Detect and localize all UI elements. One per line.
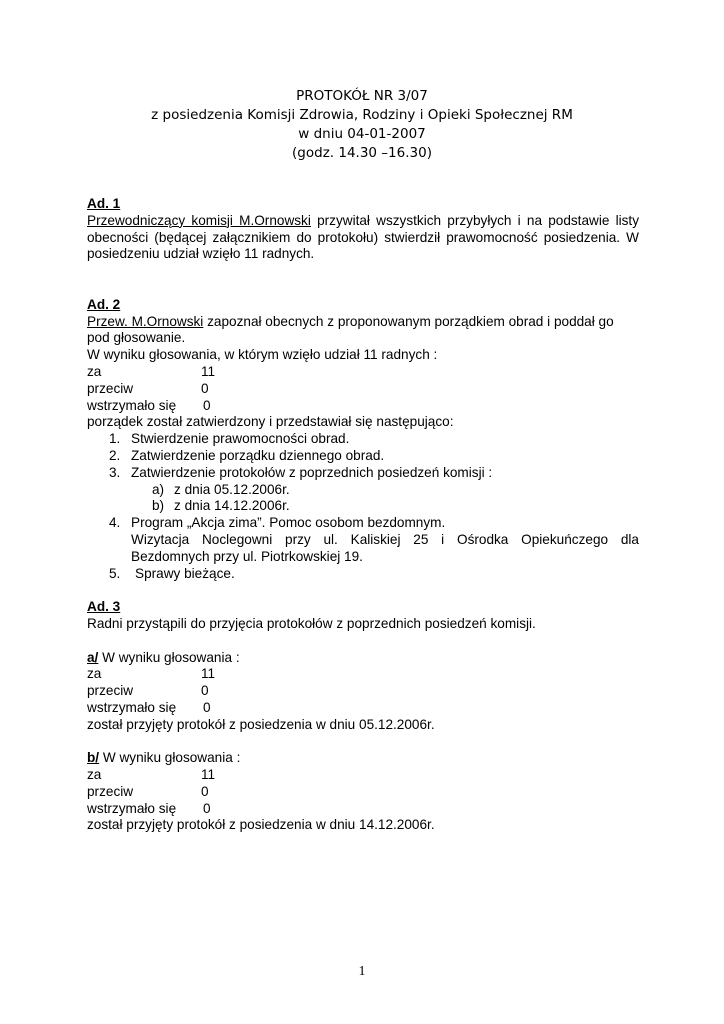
agenda-sub-text: z dnia 05.12.2006r. [174, 481, 290, 497]
ad3-b-result: został przyjęty protokół z posiedzenia w dniu 14.12.2006r. [87, 817, 435, 833]
title-line-1: PROTOKÓŁ NR 3/07 [296, 88, 428, 104]
vote-count: 0 [201, 683, 209, 699]
ad3-b-vote-za [87, 767, 639, 784]
ad2-vote-intro: W wyniku głosowania, w którym wzięło udział 11 radnych : [87, 347, 438, 363]
agenda-item [109, 431, 639, 448]
ad2-chair: Przew. M.Ornowski [87, 313, 204, 329]
ad3-a-intro [87, 650, 639, 667]
vote-label: wstrzymało się [87, 800, 177, 816]
vote-count: 0 [203, 699, 211, 715]
ad3-a-result: został przyjęty protokół z posiedzenia w dniu 05.12.2006r. [87, 716, 435, 732]
agenda-item [109, 515, 639, 565]
agenda-num: 4. [109, 515, 121, 531]
ad3-text: Radni przystąpili do przyjęcia protokołów z poprzednich posiedzeń komisji. [87, 615, 536, 631]
agenda-sub-num: b) [152, 498, 165, 514]
agenda-sub-text: z dnia 14.12.2006r. [174, 498, 290, 514]
agenda-num: 1. [109, 431, 121, 447]
agenda-text: Program „Akcja zima”. Pomoc osobom bezdomnym. [131, 515, 446, 531]
ad1-chair: Przewodniczący komisji M.Ornowski [87, 212, 311, 228]
ad2-agenda-intro: porządek został zatwierdzony i przedstawiał się następująco: [87, 414, 454, 430]
vote-count: 11 [201, 767, 216, 783]
ad3-a-intro-text: W wyniku głosowania : [98, 649, 240, 665]
ad3-b-label: b/ [87, 750, 100, 766]
ad2-text: zapoznał obecnych z proponowanym porządkiem obrad i poddał go pod głosowanie. [87, 313, 614, 346]
agenda-text-continued: Wizytacja Noclegowni przy ul. Kaliskiej 25 i Ośrodka Opiekuńczego dla Bezdomnych przy ul. Piotrkowskiej 19. [131, 531, 639, 564]
document-body [87, 196, 639, 834]
ad1-heading: Ad. 1 [87, 196, 121, 211]
vote-label: przeciw [87, 683, 134, 699]
vote-count: 11 [201, 363, 216, 379]
agenda-subitem [152, 498, 639, 515]
agenda-item [109, 566, 639, 583]
vote-label: wstrzymało się [87, 699, 177, 715]
ad1-text: przywitał wszystkich przybyłych i na podstawie listy obecności (będącej załącznikiem do protokołu) stwierdził prawomocność posiedzenia. W posiedzeniu udział wzięło 11 radnych. [87, 212, 640, 262]
ad3-b-intro [87, 750, 639, 767]
agenda-text: Zatwierdzenie porządku dziennego obrad. [131, 447, 385, 463]
ad3-a-label: a/ [87, 649, 99, 665]
ad3-heading: Ad. 3 [87, 599, 121, 615]
vote-count: 0 [201, 380, 209, 396]
ad2-heading: Ad. 2 [87, 296, 121, 312]
agenda-subitem [152, 482, 639, 499]
vote-label: przeciw [87, 380, 134, 396]
ad3-a-vote-wstrz [87, 700, 639, 717]
title-line-2: z posiedzenia Komisji Zdrowia, Rodziny i Opieki Społecznej RM [151, 107, 573, 123]
document-title [0, 87, 724, 163]
ad3-a-vote-za [87, 666, 639, 683]
agenda-num: 3. [109, 464, 121, 480]
vote-label: za [87, 767, 102, 783]
vote-count: 0 [201, 783, 209, 799]
agenda-text: Sprawy bieżące. [135, 565, 235, 581]
ad1-paragraph [87, 213, 639, 263]
agenda-text: Zatwierdzenie protokołów z poprzednich posiedzeń komisji : [131, 464, 493, 480]
vote-count: 11 [201, 666, 216, 682]
agenda-num: 2. [109, 447, 121, 463]
vote-count: 0 [203, 800, 211, 816]
vote-label: za [87, 363, 102, 379]
agenda-text: Stwierdzenie prawomocności obrad. [131, 431, 350, 447]
agenda-item [109, 465, 639, 482]
page-number: 1 [358, 964, 366, 979]
ad3-b-vote-wstrz [87, 801, 639, 818]
vote-count: 0 [203, 397, 211, 413]
vote-label: za [87, 666, 102, 682]
ad3-b-intro-text: W wyniku głosowania : [99, 750, 241, 766]
agenda-sub-num: a) [152, 481, 165, 497]
agenda-list [109, 431, 639, 582]
vote-label: przeciw [87, 783, 134, 799]
ad2-vote-wstrz [87, 398, 639, 415]
title-line-4: (godz. 14.30 –16.30) [292, 145, 432, 161]
agenda-text-block [131, 515, 639, 565]
ad2-vote-za [87, 364, 639, 381]
agenda-item [109, 448, 639, 465]
ad3-b-vote-przeciw [87, 784, 639, 801]
title-line-3: w dniu 04-01-2007 [298, 126, 426, 142]
ad2-vote-przeciw [87, 381, 639, 398]
agenda-num: 5. [109, 565, 121, 581]
ad2-paragraph [87, 314, 639, 348]
ad3-a-vote-przeciw [87, 683, 639, 700]
vote-label: wstrzymało się [87, 397, 177, 413]
